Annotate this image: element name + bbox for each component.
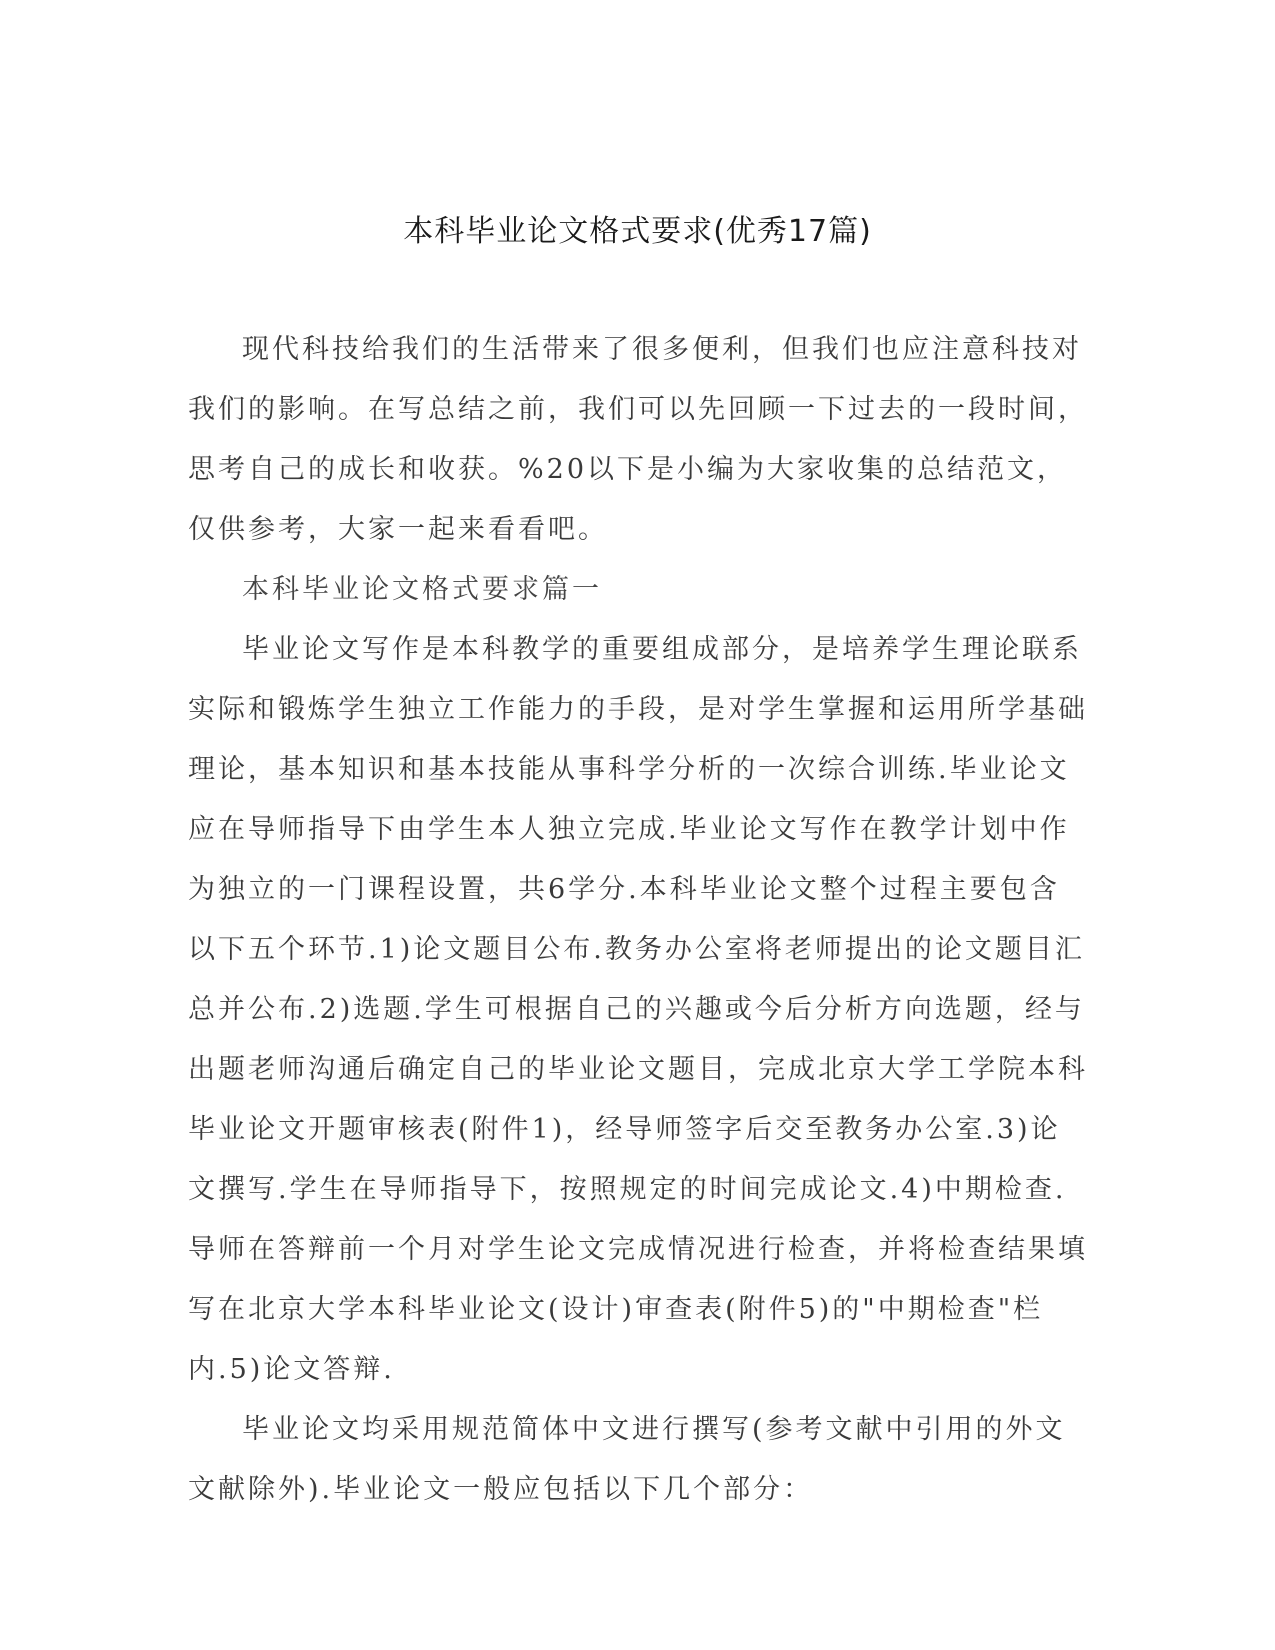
body-paragraph: 毕业论文写作是本科教学的重要组成部分，是培养学生理论联系实际和锻炼学生独立工作能力的手段，是对学生掌握和运用所学基础理论，基本知识和基本技能从事科学分析的一次综合训练.毕业论文应在导师指导下由学生本人独立完成.毕业论文写作在教学计划中作为独立的一门课程设置，共6学分.本科毕业论文整个过程主要包含以下五个环节.1)论文题目公布.教务办公室将老师提出的论文题目汇总并公布.2)选题.学生可根据自己的兴趣或今后分析方向选题，经与出题老师沟通后确定自己的毕业论文题目，完成北京大学工学院本科毕业论文开题审核表(附件1)，经导师签字后交至教务办公室.3)论文撰写.学生在导师指导下，按照规定的时间完成论文.4)中期检查.导师在答辩前一个月对学生论文完成情况进行检查，并将检查结果填写在北京大学本科毕业论文(设计)审查表(附件5)的"中期检查"栏内.5)论文答辩. [188,634,1088,1385]
document-body [188,320,1088,1520]
section-heading: 本科毕业论文格式要求篇一 [242,574,602,605]
intro-paragraph: 现代科技给我们的生活带来了很多便利，但我们也应注意科技对我们的影响。在写总结之前，我们可以先回顾一下过去的一段时间，思考自己的成长和收获。%20以下是小编为大家收集的总结范文，仅供参考，大家一起来看看吧。 [188,334,1088,545]
document-title: 本科毕业论文格式要求(优秀17篇) [403,214,872,249]
body-paragraph: 毕业论文均采用规范简体中文进行撰写(参考文献中引用的外文文献除外).毕业论文一般应包括以下几个部分： [188,1414,1066,1505]
